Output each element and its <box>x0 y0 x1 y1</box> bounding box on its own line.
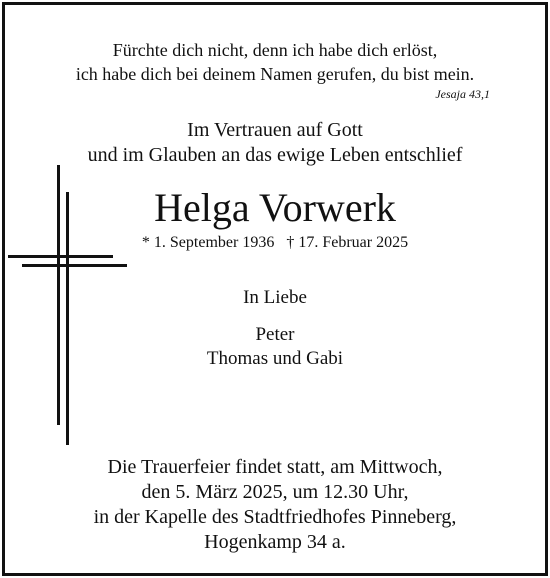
verse-line-2: ich habe dich bei deinem Namen gerufen, du bist mein. <box>75 64 475 84</box>
life-dates <box>0 233 550 253</box>
mourner-name: Thomas und Gabi <box>206 348 344 369</box>
intro-line-2: und im Glauben an das ewige Leben entschlief <box>87 144 463 166</box>
service-line: in der Kapelle des Stadtfriedhofes Pinneberg, <box>93 506 457 528</box>
intro-line-1: Im Vertrauen auf Gott <box>187 119 363 141</box>
mourner-name: Peter <box>255 324 295 345</box>
deceased-name: Helga Vorwerk <box>154 185 396 230</box>
bible-verse <box>0 38 550 86</box>
intro-text <box>0 118 550 168</box>
mourners-heading: In Liebe <box>243 287 307 308</box>
mourners-list <box>0 323 550 371</box>
service-line: Hogenkamp 34 a. <box>204 531 346 553</box>
funeral-service-info <box>0 455 550 555</box>
service-line: den 5. März 2025, um 12.30 Uhr, <box>141 481 409 503</box>
verse-line-1: Fürchte dich nicht, denn ich habe dich erlöst, <box>112 40 438 60</box>
verse-reference: Jesaja 43,1 <box>435 87 490 101</box>
service-line: Die Trauerfeier findet statt, am Mittwoch, <box>107 456 443 478</box>
death-date: † 17. Februar 2025 <box>286 234 409 251</box>
birth-date: * 1. September 1936 <box>141 234 275 251</box>
